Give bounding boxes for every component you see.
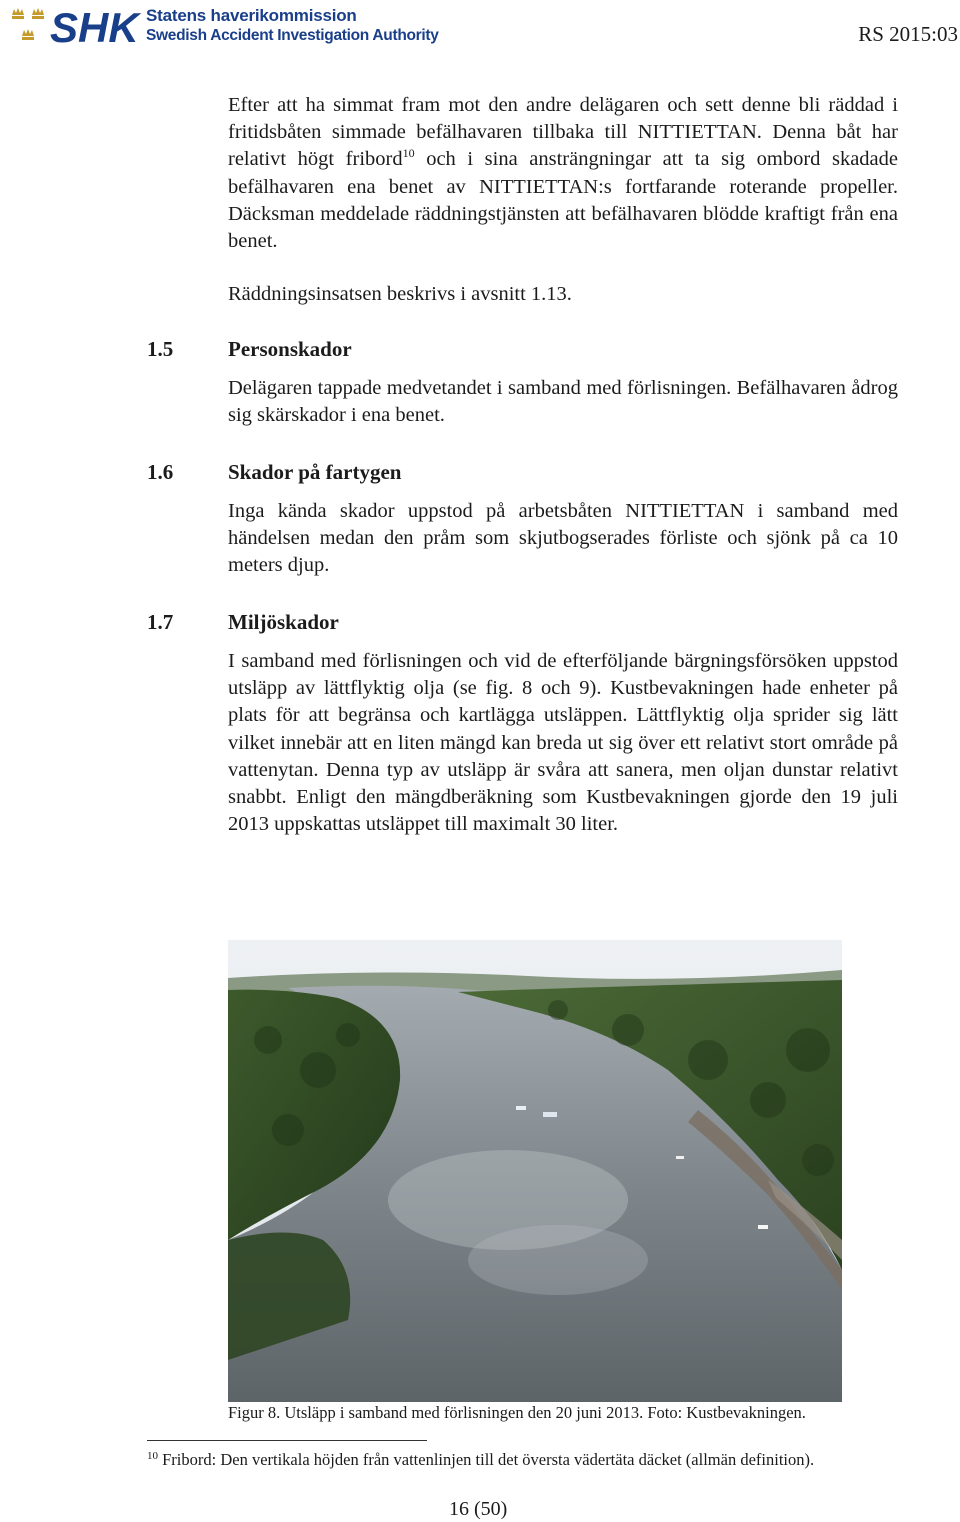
authority-name-en: Swedish Accident Investigation Authority (146, 27, 439, 44)
section-heading-1-6 (147, 460, 401, 485)
section-title: Personskador (228, 337, 352, 361)
footnote-marker: 10 (147, 1450, 158, 1462)
footnote-text: Fribord: Den vertikala höjden från vattenlinjen till det översta vädertäta däcket (allmän definition). (158, 1450, 815, 1469)
aerial-photo-image (228, 940, 842, 1402)
section-text-1-5: Delägaren tappade medvetandet i samband med förlisningen. Befälhavaren ådrog sig skärskador i ena benet. (228, 377, 898, 427)
intro-text-b: och i sina ansträngningar att ta sig ombord skadade befälhavaren ena benet av NITTIETTAN:s fortfarande roterande propeller. Däcksman meddelade räddningstjänsten att befälhavaren blödde kraftigt från ena benet. (228, 148, 899, 253)
page-header (0, 0, 960, 60)
section-number: 1.7 (147, 610, 174, 634)
shk-logo-text: SHK (50, 4, 139, 48)
page-number: 16 (50) (449, 1498, 508, 1520)
aerial-photo (228, 940, 842, 1402)
section-title: Skador på fartygen (228, 460, 402, 484)
section-heading-1-7 (147, 610, 339, 635)
authority-name (146, 6, 439, 46)
report-number: RS 2015:03 (858, 22, 958, 46)
shk-logo (48, 4, 144, 48)
section-number: 1.6 (147, 460, 174, 484)
footnote-ref[interactable]: 10 (402, 146, 415, 161)
section-text-1-6: Inga kända skador uppstod på arbetsbåten NITTIETTAN i samband med händelsen medan den pråm som skjutbogserades förliste och sjönk på ca 10 meters djup. (228, 500, 898, 577)
figure-caption: Figur 8. Utsläpp i samband med förlisningen den 20 juni 2013. Foto: Kustbevakningen. (228, 1403, 806, 1422)
authority-name-sv: Statens haverikommission (146, 6, 357, 25)
three-crowns-icon (10, 6, 48, 46)
footnote (147, 1450, 814, 1470)
intro-text-a: Efter att ha simmat fram mot den andre delägaren och sett denne bli räddad i fritidsbåten simmade befälhavaren tillbaka till NITTIETTAN. Denna båt har relativt högt fribord (228, 94, 898, 171)
intro-paragraph (228, 92, 898, 255)
section-text-1-7: I samband med förlisningen och vid de efterföljande bärgningsförsöken uppstod utsläpp av lättflyktig olja (se fig. 8 och 9). Kustbevakningen hade enheter på plats för att begränsa och kartlägga utsläppen. Lättflyktig olja sprider sig lätt vilket innebär att en liten mängd kan breda ut sig över ett relativt stort område på vattenytan. Denna typ av utsläpp är svåra att sanera, men oljan dunstar relativt snabbt. Enligt den mängdberäkning som Kustbevakningen gjorde den 19 juli 2013 uppskattas utsläppet till maximalt 30 liter. (228, 650, 898, 836)
rescue-reference: Räddningsinsatsen beskrivs i avsnitt 1.13. (228, 283, 572, 305)
footnote-rule (147, 1440, 427, 1441)
section-heading-1-5 (147, 337, 352, 362)
section-title: Miljöskador (228, 610, 339, 634)
section-number: 1.5 (147, 337, 174, 361)
